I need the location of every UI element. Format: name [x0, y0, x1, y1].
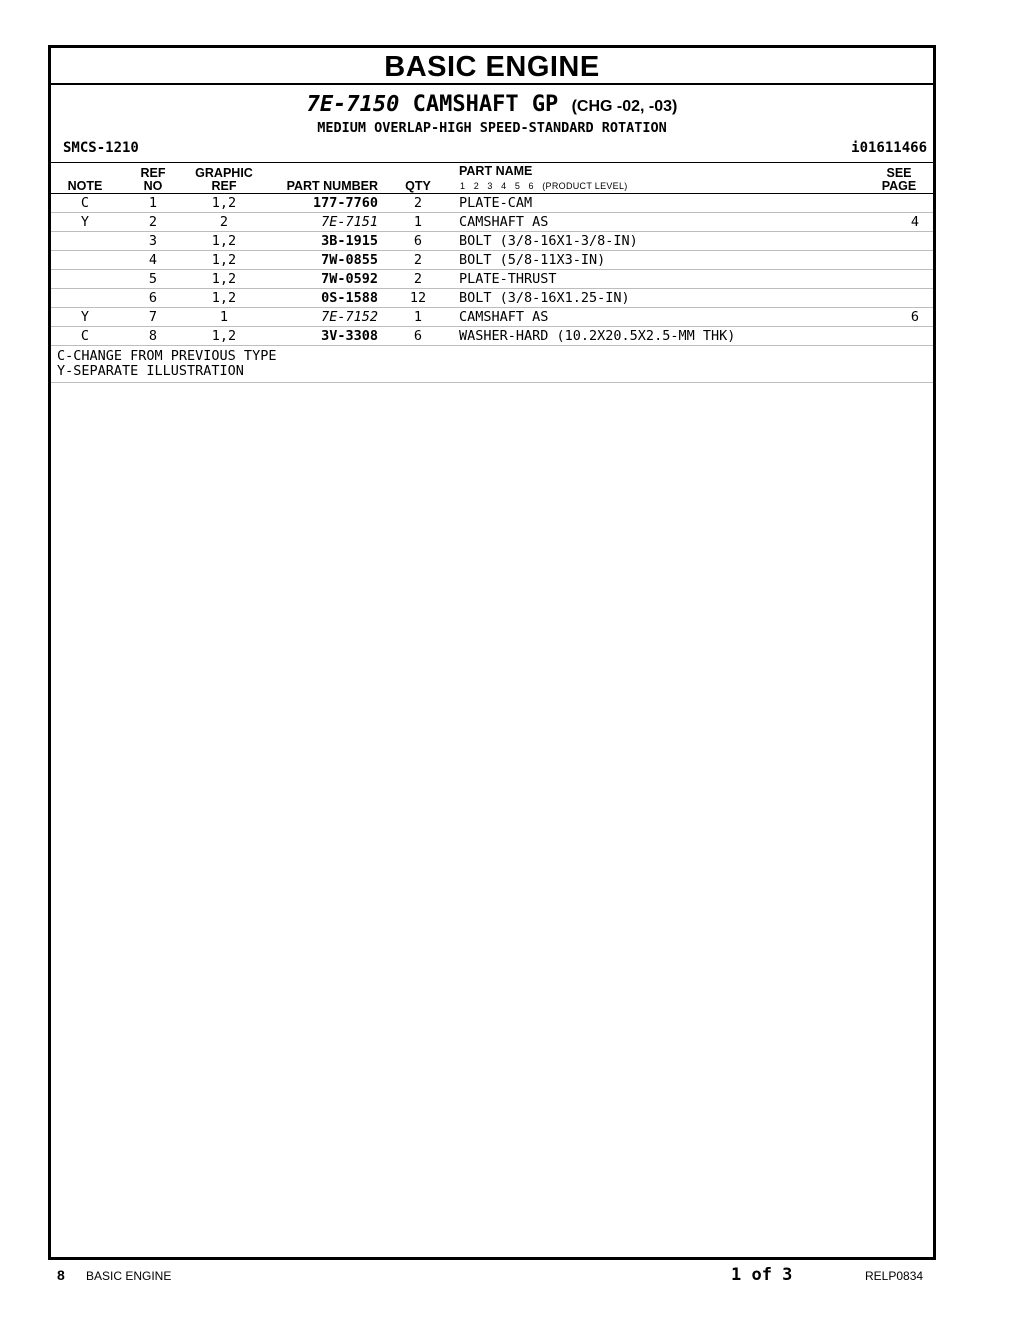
col-ref-top: REF [140, 166, 166, 180]
table-row [51, 308, 933, 327]
row-part-name: BOLT (5/8-11X3-IN) [459, 252, 606, 268]
row-ref-no: 6 [148, 290, 158, 306]
row-part-name: PLATE-CAM [459, 195, 533, 211]
row-note: C [80, 328, 90, 344]
row-ref-no: 4 [148, 252, 158, 268]
col-part-number: PART NUMBER [286, 179, 378, 193]
col-graphic-bottom: REF [211, 179, 237, 193]
note-separate-illustration: Y-SEPARATE ILLUSTRATION [57, 363, 244, 379]
group-title [51, 92, 933, 120]
page-footer [0, 1266, 1020, 1288]
row-part-name: CAMSHAFT AS [459, 214, 549, 230]
row-qty: 12 [409, 290, 427, 306]
col-product-level: 1 2 3 4 5 6 (PRODUCT LEVEL) [460, 181, 628, 191]
row-part-number[interactable]: 0S-1588 [321, 290, 378, 306]
col-qty: QTY [405, 179, 431, 193]
row-qty: 1 [413, 214, 423, 230]
notes-legend [51, 346, 933, 383]
group-header [51, 85, 933, 136]
table-row [51, 251, 933, 270]
col-part-name: PART NAME [459, 164, 533, 178]
row-qty: 6 [413, 233, 423, 249]
row-part-number[interactable]: 7W-0855 [321, 252, 378, 268]
row-qty: 2 [413, 252, 423, 268]
footer-section: BASIC ENGINE [86, 1269, 172, 1283]
note-change: C-CHANGE FROM PREVIOUS TYPE [57, 348, 277, 364]
row-part-name: CAMSHAFT AS [459, 309, 549, 325]
row-ref-no: 5 [148, 271, 158, 287]
row-note: C [80, 195, 90, 211]
col-see-top: SEE [886, 166, 912, 180]
table-row [51, 213, 933, 232]
group-change: (CHG -02, -03) [571, 98, 678, 115]
col-graphic-top: GRAPHIC [195, 166, 253, 180]
table-row [51, 270, 933, 289]
row-see-page[interactable]: 4 [910, 214, 919, 230]
row-graphic-ref: 1,2 [211, 195, 237, 211]
row-qty: 2 [413, 195, 423, 211]
row-graphic-ref: 1,2 [211, 233, 237, 249]
row-part-number[interactable]: 3V-3308 [321, 328, 378, 344]
row-ref-no: 7 [148, 309, 158, 325]
smcs-row [51, 136, 933, 163]
row-part-name: BOLT (3/8-16X1.25-IN) [459, 290, 630, 306]
row-graphic-ref: 1,2 [211, 290, 237, 306]
parts-page-frame [48, 45, 936, 1260]
row-graphic-ref: 1,2 [211, 271, 237, 287]
table-row [51, 194, 933, 213]
row-part-name: BOLT (3/8-16X1-3/8-IN) [459, 233, 638, 249]
illustration-id: i01611466 [851, 140, 927, 156]
row-graphic-ref: 1,2 [211, 328, 237, 344]
table-header [51, 163, 933, 194]
row-part-number[interactable]: 7W-0592 [321, 271, 378, 287]
row-qty: 2 [413, 271, 423, 287]
row-ref-no: 1 [148, 195, 158, 211]
row-part-number[interactable]: 3B-1915 [321, 233, 378, 249]
row-ref-no: 8 [148, 328, 158, 344]
group-description: MEDIUM OVERLAP-HIGH SPEED-STANDARD ROTATION [317, 120, 667, 136]
col-see-bottom: PAGE [881, 179, 917, 193]
row-note: Y [80, 309, 90, 325]
row-qty: 1 [413, 309, 423, 325]
footer-doc-code: RELP0834 [865, 1269, 924, 1283]
row-ref-no: 3 [148, 233, 158, 249]
row-graphic-ref: 1,2 [211, 252, 237, 268]
smcs-code: SMCS-1210 [63, 140, 139, 156]
table-row [51, 327, 933, 346]
col-ref-bottom: NO [143, 179, 163, 193]
footer-page-number: 8 [57, 1267, 65, 1283]
table-row [51, 232, 933, 251]
row-part-number[interactable]: 177-7760 [312, 195, 378, 211]
row-graphic-ref: 1 [219, 309, 229, 325]
row-part-number[interactable]: 7E-7152 [321, 309, 378, 325]
row-part-number[interactable]: 7E-7151 [321, 214, 378, 230]
row-graphic-ref: 2 [219, 214, 229, 230]
col-note: NOTE [67, 179, 103, 193]
parts-table-body [51, 194, 933, 346]
row-see-page[interactable]: 6 [910, 309, 919, 325]
section-title: BASIC ENGINE [51, 48, 933, 85]
group-name: CAMSHAFT GP [412, 92, 559, 117]
row-ref-no: 2 [148, 214, 158, 230]
row-note: Y [80, 214, 90, 230]
row-qty: 6 [413, 328, 423, 344]
group-part-number[interactable]: 7E-7150 [306, 92, 400, 117]
footer-page-of: 1 of 3 [731, 1265, 793, 1285]
row-part-name: PLATE-THRUST [459, 271, 557, 287]
table-row [51, 289, 933, 308]
row-part-name: WASHER-HARD (10.2X20.5X2.5-MM THK) [459, 328, 736, 344]
